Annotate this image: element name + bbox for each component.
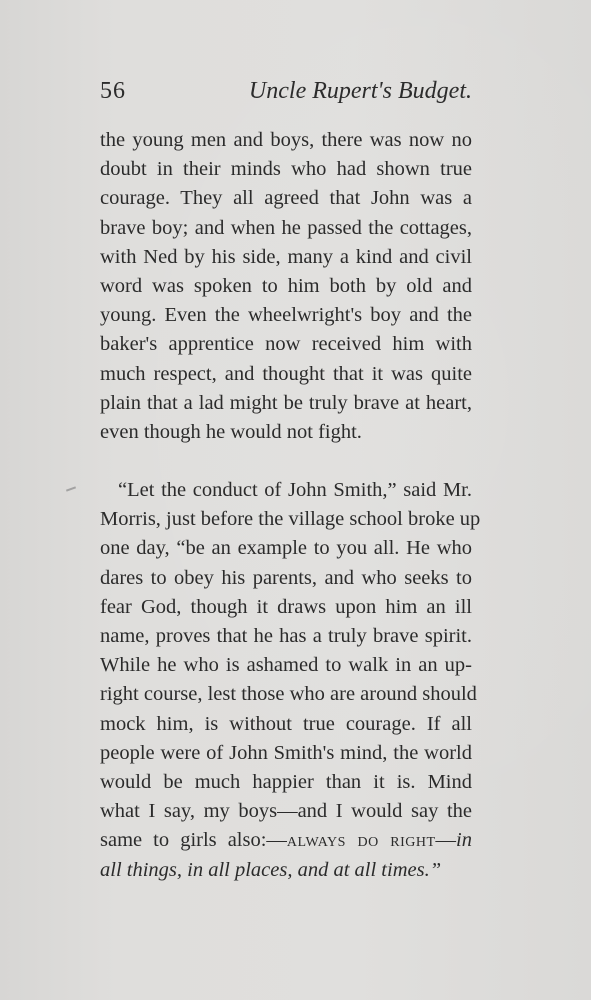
text-line: Morris, just before the village school broke up [100,508,481,531]
text-line: people were of John Smith's mind, the world [100,741,472,764]
text-line: one day, “be an example to you all. He who [100,537,472,560]
margin-mark [66,486,76,491]
body-text [100,126,481,885]
text-line: word was spoken to him both by old and [100,274,472,297]
text-line: young. Even the wheelwright's boy and the [100,304,472,327]
text-line: the young men and boys, there was now no [100,129,472,151]
closing-italic-end: in [456,829,472,852]
paragraph-2 [100,476,481,885]
page-number: 56 [100,78,126,104]
text-line: doubt in their minds who had shown true [100,158,472,181]
closing-smallcaps: always do right [286,829,436,852]
closing-lead: same to girls also:— [100,829,287,852]
text-line: much respect, and thought that it was quite [100,362,472,385]
text-line: courage. They all agreed that John was a [100,187,472,210]
running-head [100,78,472,110]
text-line-closing [100,826,472,855]
text-line: “Let the conduct of John Smith,” said Mr. [118,479,472,502]
text-line: While he who is ashamed to walk in an up- [100,654,472,677]
text-line: brave boy; and when he passed the cottages, [100,216,472,239]
closing-dash: — [435,829,457,852]
running-title: Uncle Rupert's Budget. [248,78,472,104]
text-line: what I say, my boys—and I would say the [100,800,472,823]
text-line: dares to obey his parents, and who seeks to [100,566,472,589]
text-line: right course, lest those who are around should [100,683,477,706]
text-line: plain that a lad might be truly brave at heart, [100,391,472,414]
paragraph-gap [100,447,472,476]
text-line: mock him, is without true courage. If all [100,712,472,735]
paragraph-1 [100,126,472,447]
text-line: even though he would not fight. [100,420,362,443]
text-line: fear God, though it draws upon him an ill [100,595,472,618]
text-line: would be much happier than it is. Mind [100,770,472,793]
text-line: with Ned by his side, many a kind and civil [100,245,472,268]
text-line: name, proves that he has a truly brave spirit. [100,625,472,647]
text-line: baker's apprentice now received him with [100,333,472,356]
text-line-final: all things, in all places, and at all times.” [100,858,442,881]
